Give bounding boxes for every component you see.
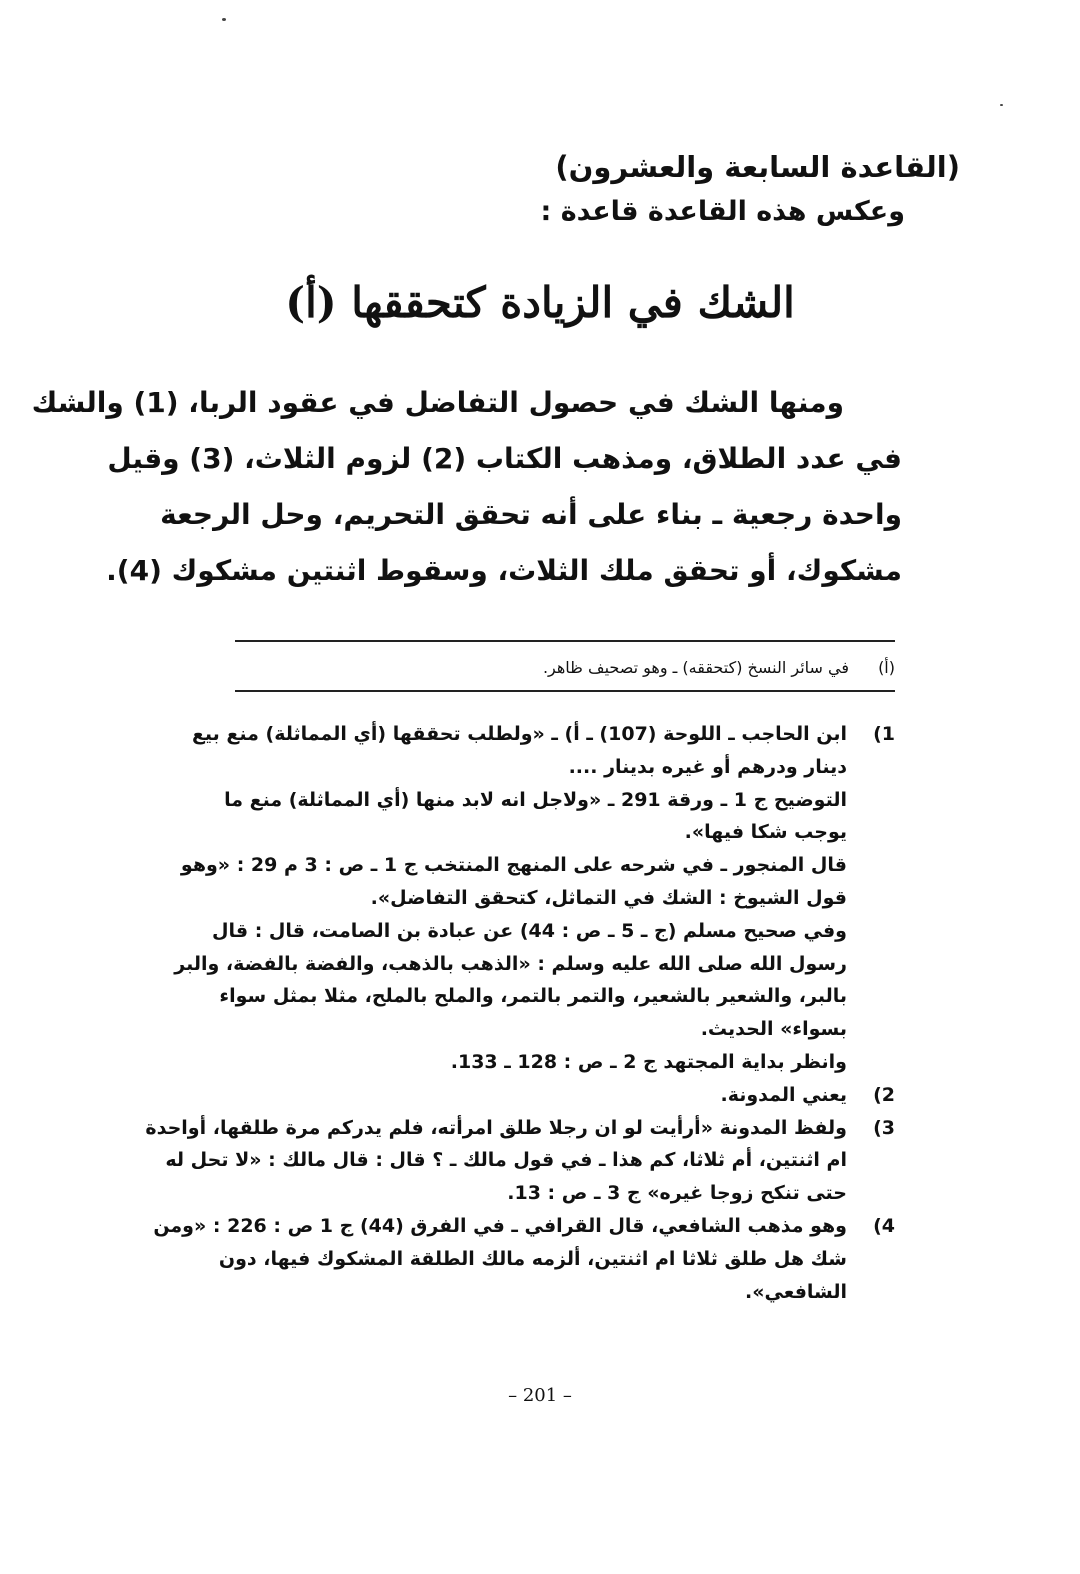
footnotes-list bbox=[145, 718, 895, 1308]
body-line: في عدد الطلاق، ومذهب الكتاب (2) لزوم الثلاث، (3) وقيل bbox=[107, 442, 902, 475]
body-line: ومنها الشك في حصول التفاضل في عقود الربا، (1) والشك bbox=[31, 386, 844, 419]
footnote-line: الشافعي». bbox=[745, 1280, 847, 1303]
footnote-line: يوجب شكا فيها». bbox=[684, 821, 847, 844]
footnote-line: يعني المدونة. bbox=[720, 1083, 847, 1106]
footnote-item bbox=[235, 1079, 895, 1112]
footnote-number: 4) bbox=[873, 1214, 895, 1237]
footnote-line: قال المنجور ـ في شرحه على المنهج المنتخب ج 1 ـ ص : 3 م 29 : «وهو bbox=[180, 854, 847, 877]
main-heading: الشك في الزيادة كتحققها (أ) bbox=[285, 278, 795, 327]
footnote-line: رسول الله صلى الله عليه وسلم : «الذهب بالذهب، والفضة بالفضة، والبر bbox=[174, 952, 847, 975]
page-number: – 201 – bbox=[508, 1385, 572, 1406]
footnote-line: حتى تنكح زوجا غيره» ج 3 ـ ص : 13. bbox=[507, 1182, 847, 1205]
footnote-line: وفي صحيح مسلم (ج ـ 5 ـ ص : 44) عن عبادة بن الصامت، قال : قال bbox=[212, 919, 847, 942]
body-line: واحدة رجعية ـ بناء على أنه تحقق التحريم، وحل الرجعة bbox=[160, 498, 902, 531]
footnote-line: ولفظ المدونة «أرأيت لو ان رجلا طلق امرأته، فلم يدركم مرة طلقها، أواحدة bbox=[145, 1116, 847, 1139]
footnote-separator-top bbox=[235, 640, 895, 642]
footnote-line: دينار ودرهم أو غيره بدينار .... bbox=[568, 755, 847, 778]
footnote-line: قول الشيوخ : الشك في التماثل، كتحقق التفاضل». bbox=[370, 886, 847, 909]
scan-speck bbox=[1000, 104, 1003, 106]
footnote-line: وانظر بداية المجتهد ج 2 ـ ص : 128 ـ 133. bbox=[450, 1050, 847, 1073]
footnote-separator-bottom bbox=[235, 690, 895, 692]
variant-note bbox=[195, 658, 895, 677]
footnote-number: 2) bbox=[873, 1083, 895, 1106]
footnote-item bbox=[174, 718, 895, 1079]
footnote-item bbox=[153, 1210, 895, 1308]
body-line: مشكوك، أو تحقق ملك الثلاث، وسقوط اثنتين مشكوك (4). bbox=[106, 554, 902, 587]
body-paragraph bbox=[31, 375, 902, 599]
footnote-line: ام اثنتين، أم ثلاثا، كم هذا ـ في قول مالك ـ ؟ قال : قال مالك : «لا تحل له bbox=[165, 1149, 847, 1172]
footnote-item bbox=[145, 1112, 895, 1210]
footnote-line: التوضيح ج 1 ـ ورقة 291 ـ «ولاجل انه لابد منها (أي المماثلة) منع ما bbox=[224, 788, 847, 811]
footnote-number: 1) bbox=[873, 723, 895, 745]
footnote-line: وهو مذهب الشافعي، قال القرافي ـ في الفرق (44) ج 1 ص : 226 : «ومن bbox=[153, 1214, 847, 1237]
variant-note-marker: (أ) bbox=[878, 658, 895, 677]
scan-speck bbox=[222, 18, 226, 21]
footnote-line: بسواء» الحديث. bbox=[700, 1018, 847, 1041]
footnote-number: 3) bbox=[873, 1116, 895, 1139]
footnote-line: ابن الحاجب ـ اللوحة (107) ـ أ) ـ «ولطلب تحققها (أي المماثلة) منع بيع bbox=[191, 723, 847, 745]
footnote-line: شك هل طلق ثلاثا ام اثنتين، ألزمه مالك الطلقة المشكوك فيها، دون bbox=[218, 1247, 847, 1270]
variant-note-text: في سائر النسخ (كتحققه) ـ وهو تصحيف ظاهر. bbox=[542, 658, 849, 677]
rule-intro: وعكس هذه القاعدة قاعدة : bbox=[540, 196, 905, 227]
rule-title: (القاعدة السابعة والعشرون) bbox=[555, 150, 960, 184]
footnote-line: بالبر، والشعير بالشعير، والتمر بالتمر، والملح بالملح، مثلا بمثل سواء bbox=[219, 985, 847, 1008]
